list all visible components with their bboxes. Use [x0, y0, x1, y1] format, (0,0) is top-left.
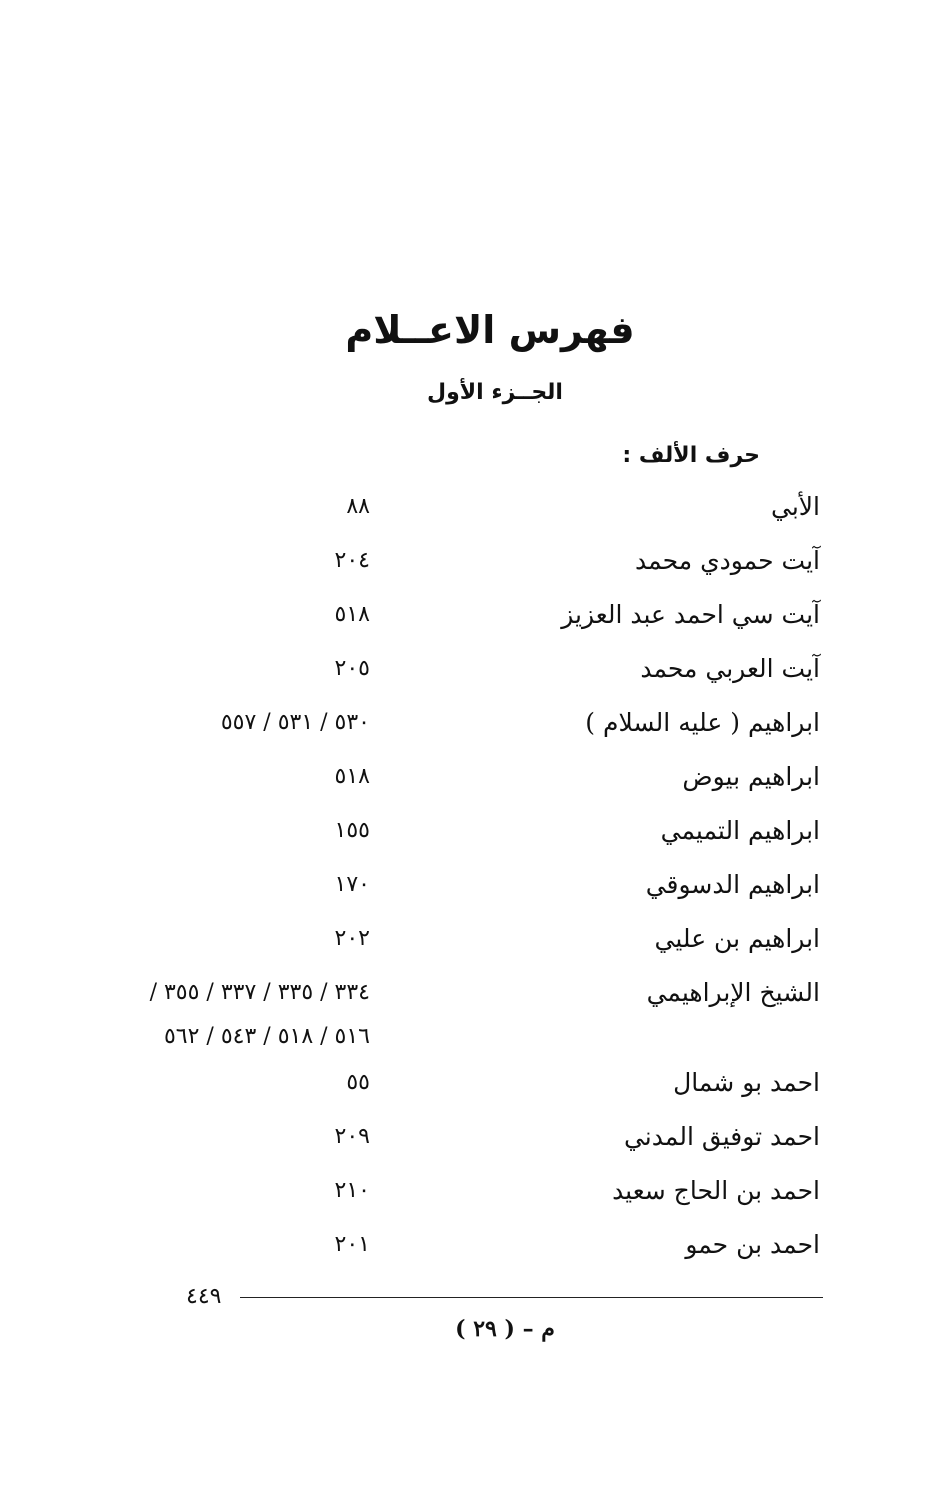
- index-entry: [120, 978, 820, 1068]
- entry-name: آيت العربي محمد: [640, 654, 820, 683]
- entry-pages: ٢٠٢: [334, 926, 370, 951]
- entry-name: ابراهيم التميمي: [660, 816, 820, 845]
- index-entry: [120, 870, 820, 914]
- entry-pages: ٣٣٤ / ٣٣٥ / ٣٣٧ / ٣٥٥ /: [149, 980, 370, 1005]
- page-title: فهرس الاعــلام: [345, 308, 635, 352]
- index-entry: [120, 762, 820, 806]
- entry-pages-continued: ٥١٦ / ٥١٨ / ٥٤٣ / ٥٦٢: [163, 1024, 370, 1049]
- footer-rule: [240, 1297, 823, 1298]
- entry-name: الشيخ الإبراهيمي: [646, 978, 820, 1007]
- index-entry: [120, 816, 820, 860]
- index-entry: [120, 654, 820, 698]
- entry-name: آيت سي احمد عبد العزيز: [561, 600, 820, 629]
- entry-name: ابراهيم بيوض: [682, 762, 820, 791]
- entry-name: احمد بن الحاج سعيد: [612, 1176, 820, 1205]
- index-entry: [120, 708, 820, 752]
- entry-name: ابراهيم ( عليه السلام ): [585, 708, 820, 737]
- entry-pages: ٥٣٠ / ٥٣١ / ٥٥٧: [220, 710, 370, 735]
- entry-name: احمد بن حمو: [685, 1230, 820, 1259]
- entry-name: آيت حمودي محمد: [635, 546, 820, 575]
- index-entry: [120, 1230, 820, 1274]
- entry-pages: ٢٠٥: [334, 656, 370, 681]
- entry-pages: ٥٥: [346, 1070, 370, 1095]
- index-entry: [120, 600, 820, 644]
- entry-pages: ٢٠٩: [334, 1124, 370, 1149]
- entry-pages: ٨٨: [346, 494, 370, 519]
- printer-signature-mark: م – ( ٢٩ ): [455, 1316, 555, 1342]
- entry-pages: ٢٠١: [334, 1232, 370, 1257]
- index-entry: [120, 546, 820, 590]
- page-number: ٤٤٩: [186, 1284, 222, 1309]
- volume-subtitle: الجــزء الأول: [427, 380, 563, 405]
- entry-pages: ٢٠٤: [334, 548, 370, 573]
- entry-pages: ٥١٨: [334, 602, 370, 627]
- entry-pages: ١٧٠: [334, 872, 370, 897]
- entry-pages: ٢١٠: [334, 1178, 370, 1203]
- entry-name: ابراهيم بن عليي: [654, 924, 820, 953]
- letter-section-heading: حرف الألف :: [622, 443, 760, 468]
- entry-name: احمد توفيق المدني: [623, 1122, 820, 1151]
- index-entry: [120, 492, 820, 536]
- entry-name: الأبي: [771, 492, 820, 521]
- index-entry: [120, 1068, 820, 1112]
- entry-name: ابراهيم الدسوقي: [645, 870, 820, 899]
- entry-pages: ١٥٥: [334, 818, 370, 843]
- entry-name: احمد بو شمال: [673, 1068, 820, 1097]
- index-entry: [120, 1122, 820, 1166]
- entry-pages: ٥١٨: [334, 764, 370, 789]
- index-entry: [120, 924, 820, 968]
- index-entry: [120, 1176, 820, 1220]
